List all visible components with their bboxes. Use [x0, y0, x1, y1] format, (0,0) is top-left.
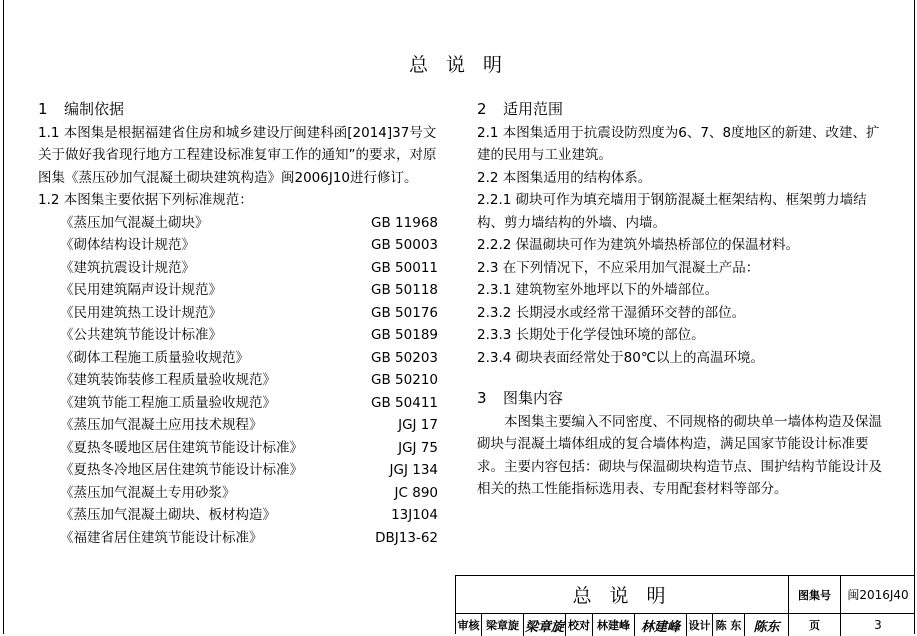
- standard-name: 《夏热冬暖地区居住建筑节能设计标准》: [60, 439, 303, 456]
- check-label: 校对: [566, 614, 593, 636]
- page-number: 3: [874, 618, 882, 632]
- paragraph-3: 本图集主要编入不同密度、不同规格的砌块单一墙体构造及保温砌块与混凝土墙体组成的复合墙体构造，满足国家节能设计标准要求。主要内容包括：砌块与保温砌块构造节点、围护结构节能设计及相关的热工性能指标选用表、专用配套材料等部分。: [477, 413, 882, 497]
- paragraph-1-2: 1.2 本图集主要依据下列标准规范：: [38, 192, 253, 208]
- standard-name: 《民用建筑隔声设计规范》: [60, 282, 222, 298]
- paragraph-2-2-2: 2.2.2 保温砌块可作为建筑外墙热桥部位的保温材料。: [477, 237, 800, 253]
- paragraph-1-1: 1.1 本图集是根据福建省住房和城乡建设厅闽建科函[2014]37号文 关于做好我省现行地方工程建设标准复审工作的通知”的要求，对原图集《蒸压砂加气混凝土砌块建筑构造》闽2006J10进行修订。: [38, 124, 437, 186]
- standard-name: 《砌体结构设计规范》: [60, 237, 195, 253]
- paragraph-2-3-1: 2.3.1 建筑物室外地坪以下的外墙部位。: [477, 282, 719, 298]
- standard-name: 《建筑抗震设计规范》: [60, 259, 195, 276]
- section-2-title: 适用范围: [503, 100, 564, 118]
- design-name: 陈 东: [713, 614, 745, 636]
- title-block-title: 总 说 明: [456, 576, 789, 613]
- standard-code: GB 50210: [371, 372, 438, 388]
- section-2-heading: [477, 98, 887, 121]
- standard-name: 《福建省居住建筑节能设计标准》: [60, 529, 263, 546]
- standard-name: 《公共建筑节能设计标准》: [60, 327, 222, 343]
- standard-name: 《砌体工程施工质量验收规范》: [60, 349, 249, 366]
- section-1-number: 1: [38, 100, 48, 118]
- standard-name: 《建筑装饰装修工程质量验收规范》: [60, 372, 276, 388]
- page-title: 总 说 明: [408, 54, 509, 76]
- paragraph-2-3: 2.3 在下列情况下，不应采用加气混凝土产品：: [477, 259, 760, 276]
- paragraph-2-3-4: 2.3.4 砌块表面经常处于80℃以上的高温环境。: [477, 349, 764, 366]
- standard-code: GB 11968: [371, 214, 438, 231]
- paragraph-2-2-1: 2.2.1 砌块可作为填充墙用于钢筋混凝土框架结构、框架剪力墙结构、剪力墙结构的外墙、内墙。: [477, 192, 867, 231]
- design-signature: 陈东: [745, 614, 789, 636]
- standard-name: 《建筑节能工程施工质量验收规范》: [60, 394, 276, 411]
- standard-code: JGJ 17: [398, 417, 438, 433]
- paragraph-2-3-3: 2.3.3 长期处于化学侵蚀环境的部位。: [477, 327, 705, 343]
- standard-code: JC 890: [394, 484, 438, 501]
- standard-code: GB 50411: [371, 394, 438, 411]
- page-label: 页: [789, 614, 841, 636]
- check-name: 林建峰: [593, 614, 635, 636]
- standard-code: DBJ13-62: [375, 529, 438, 546]
- standard-name: 《民用建筑热工设计规范》: [60, 304, 222, 321]
- standard-code: GB 50203: [371, 349, 438, 366]
- standard-code: GB 50176: [371, 304, 438, 321]
- review-name: 梁章旋: [482, 614, 524, 636]
- standard-code: 13J104: [391, 507, 438, 523]
- paragraph-2-1: 2.1 本图集适用于抗震设防烈度为6、7、8度地区的新建、改建、扩建的民用与工业建筑。: [477, 124, 880, 163]
- atlas-number-label: 图集号: [789, 576, 841, 613]
- standard-code: JGJ 75: [398, 439, 438, 456]
- standard-name: 《蒸压加气混凝土应用技术规程》: [60, 417, 263, 433]
- review-label: 审核: [456, 614, 482, 636]
- standard-row: [38, 234, 438, 257]
- standard-name: 《蒸压加气混凝土砌块、板材构造》: [60, 507, 276, 523]
- section-1-heading: [38, 98, 438, 121]
- standard-row: [38, 414, 438, 437]
- standard-code: JGJ 134: [389, 462, 438, 478]
- left-column: [38, 98, 438, 549]
- right-column: [477, 98, 887, 501]
- standard-code: GB 50189: [371, 327, 438, 343]
- standard-name: 《蒸压加气混凝土专用砂浆》: [60, 484, 236, 501]
- standard-row: [38, 324, 438, 347]
- section-3-heading: [477, 387, 887, 410]
- paragraph-2-3-2: 2.3.2 长期浸水或经常干湿循环交替的部位。: [477, 304, 746, 321]
- design-label: 设计: [687, 614, 713, 636]
- standard-row: [38, 437, 438, 460]
- paragraph-2-2: 2.2 本图集适用的结构体系。: [477, 169, 652, 186]
- standard-row: [38, 279, 438, 302]
- review-signature: 梁章旋: [524, 614, 566, 636]
- section-1-title: 编制依据: [64, 100, 125, 118]
- standard-row: [38, 527, 438, 550]
- title-block-signatures: [456, 613, 915, 635]
- standard-code: GB 50011: [371, 259, 438, 276]
- standard-row: [38, 347, 438, 370]
- standard-row: [38, 212, 438, 235]
- standard-row: [38, 504, 438, 527]
- standard-row: [38, 302, 438, 325]
- standard-row: [38, 257, 438, 280]
- standard-row: [38, 369, 438, 392]
- section-3-number: 3: [477, 389, 487, 407]
- check-signature: 林建峰: [635, 614, 687, 636]
- standard-code: GB 50003: [371, 237, 438, 253]
- standard-name: 《蒸压加气混凝土砌块》: [60, 214, 209, 231]
- section-2-number: 2: [477, 100, 487, 118]
- title-block: [455, 575, 914, 634]
- standard-row: [38, 459, 438, 482]
- section-3-title: 图集内容: [503, 389, 564, 407]
- standard-code: GB 50118: [371, 282, 438, 298]
- standard-row: [38, 392, 438, 415]
- standard-name: 《夏热冬冷地区居住建筑节能设计标准》: [60, 462, 303, 478]
- standard-row: [38, 482, 438, 505]
- atlas-number-value: 闽2016J40: [847, 588, 909, 602]
- standards-list: [38, 212, 438, 550]
